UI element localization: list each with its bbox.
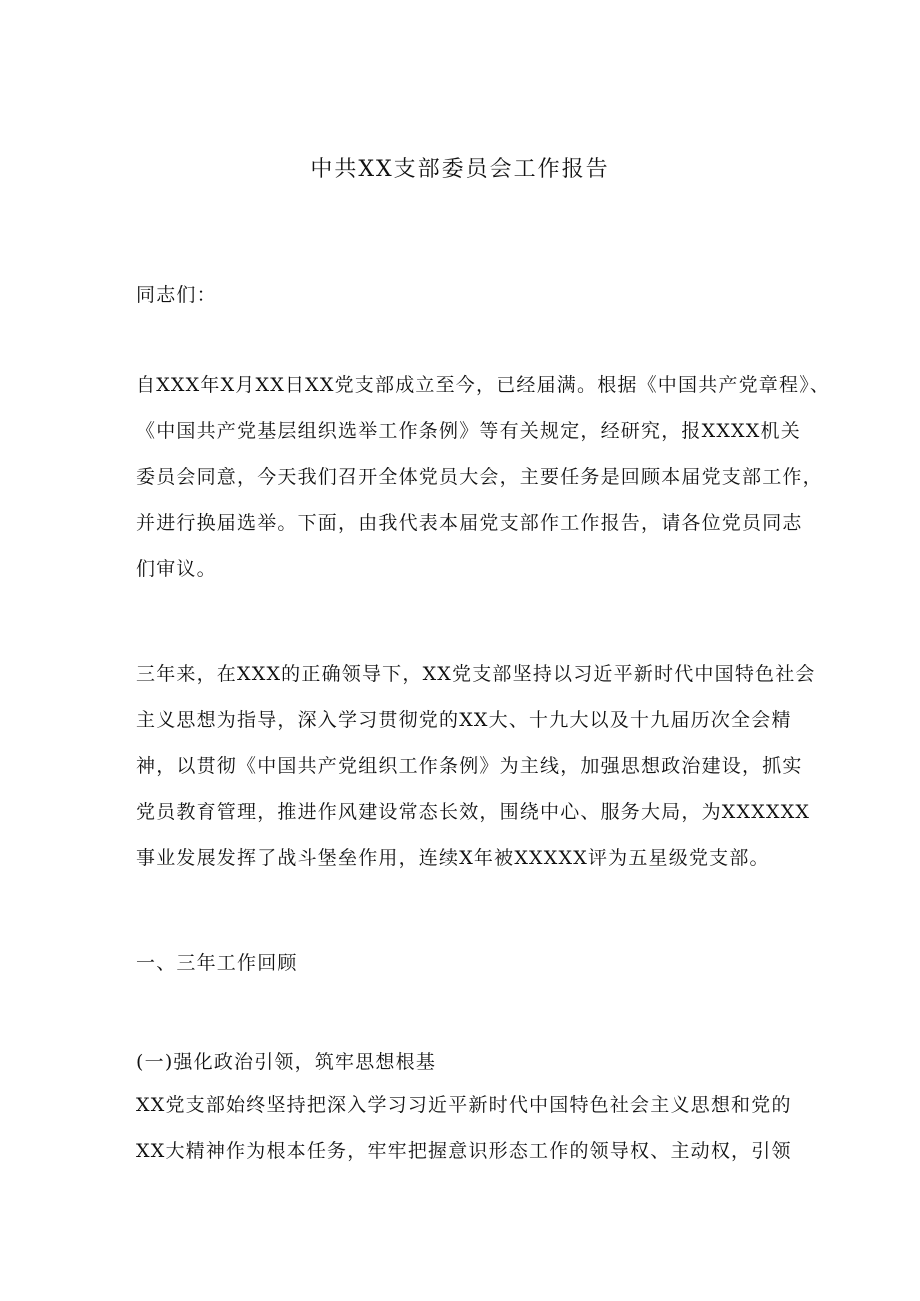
paragraph-line: XX党支部始终坚持把深入学习习近平新时代中国特色社会主义思想和党的 (136, 1094, 792, 1116)
paragraph-summary (136, 651, 816, 881)
paragraph-line: 自XXX年X月XX日XX党支部成立至今，已经届满。根据《中国共产党章程》、 (136, 374, 831, 396)
paragraph-intro (136, 362, 831, 592)
paragraph-line: 《中国共产党基层组织选举工作条例》等有关规定，经研究，报XXXX机关 (136, 420, 801, 442)
paragraph-line: 委员会同意，今天我们召开全体党员大会，主要任务是回顾本届党支部工作， (136, 466, 823, 488)
subsection-heading: (一)强化政治引领，筑牢思想根基 (136, 1051, 437, 1073)
greeting: 同志们： (136, 284, 217, 306)
paragraph-line: 党员教育管理，推进作风建设常态长效，围绕中心、服务大局，为XXXXXX (136, 801, 811, 823)
paragraph-line: 主义思想为指导，深入学习贯彻党的XX大、十九大以及十九届历次全会精 (136, 709, 792, 731)
paragraph-line: 们审议。 (136, 558, 217, 580)
paragraph-line: 三年来，在XXX的正确领导下，XX党支部坚持以习近平新时代中国特色社会 (136, 663, 816, 685)
paragraph-line: XX大精神作为根本任务，牢牢把握意识形态工作的领导权、主动权，引领 (136, 1140, 792, 1162)
document-title: 中共XX支部委员会工作报告 (310, 157, 610, 182)
paragraph-body (136, 1082, 796, 1174)
section-heading: 一、三年工作回顾 (136, 952, 298, 974)
paragraph-line: 事业发展发挥了战斗堡垒作用，连续X年被XXXXX评为五星级党支部。 (136, 847, 770, 869)
paragraph-line: 神，以贯彻《中国共产党组织工作条例》为主线，加强思想政治建设，抓实 (136, 755, 803, 777)
paragraph-line: 并进行换届选举。下面，由我代表本届党支部作工作报告，请各位党员同志 (136, 512, 803, 534)
